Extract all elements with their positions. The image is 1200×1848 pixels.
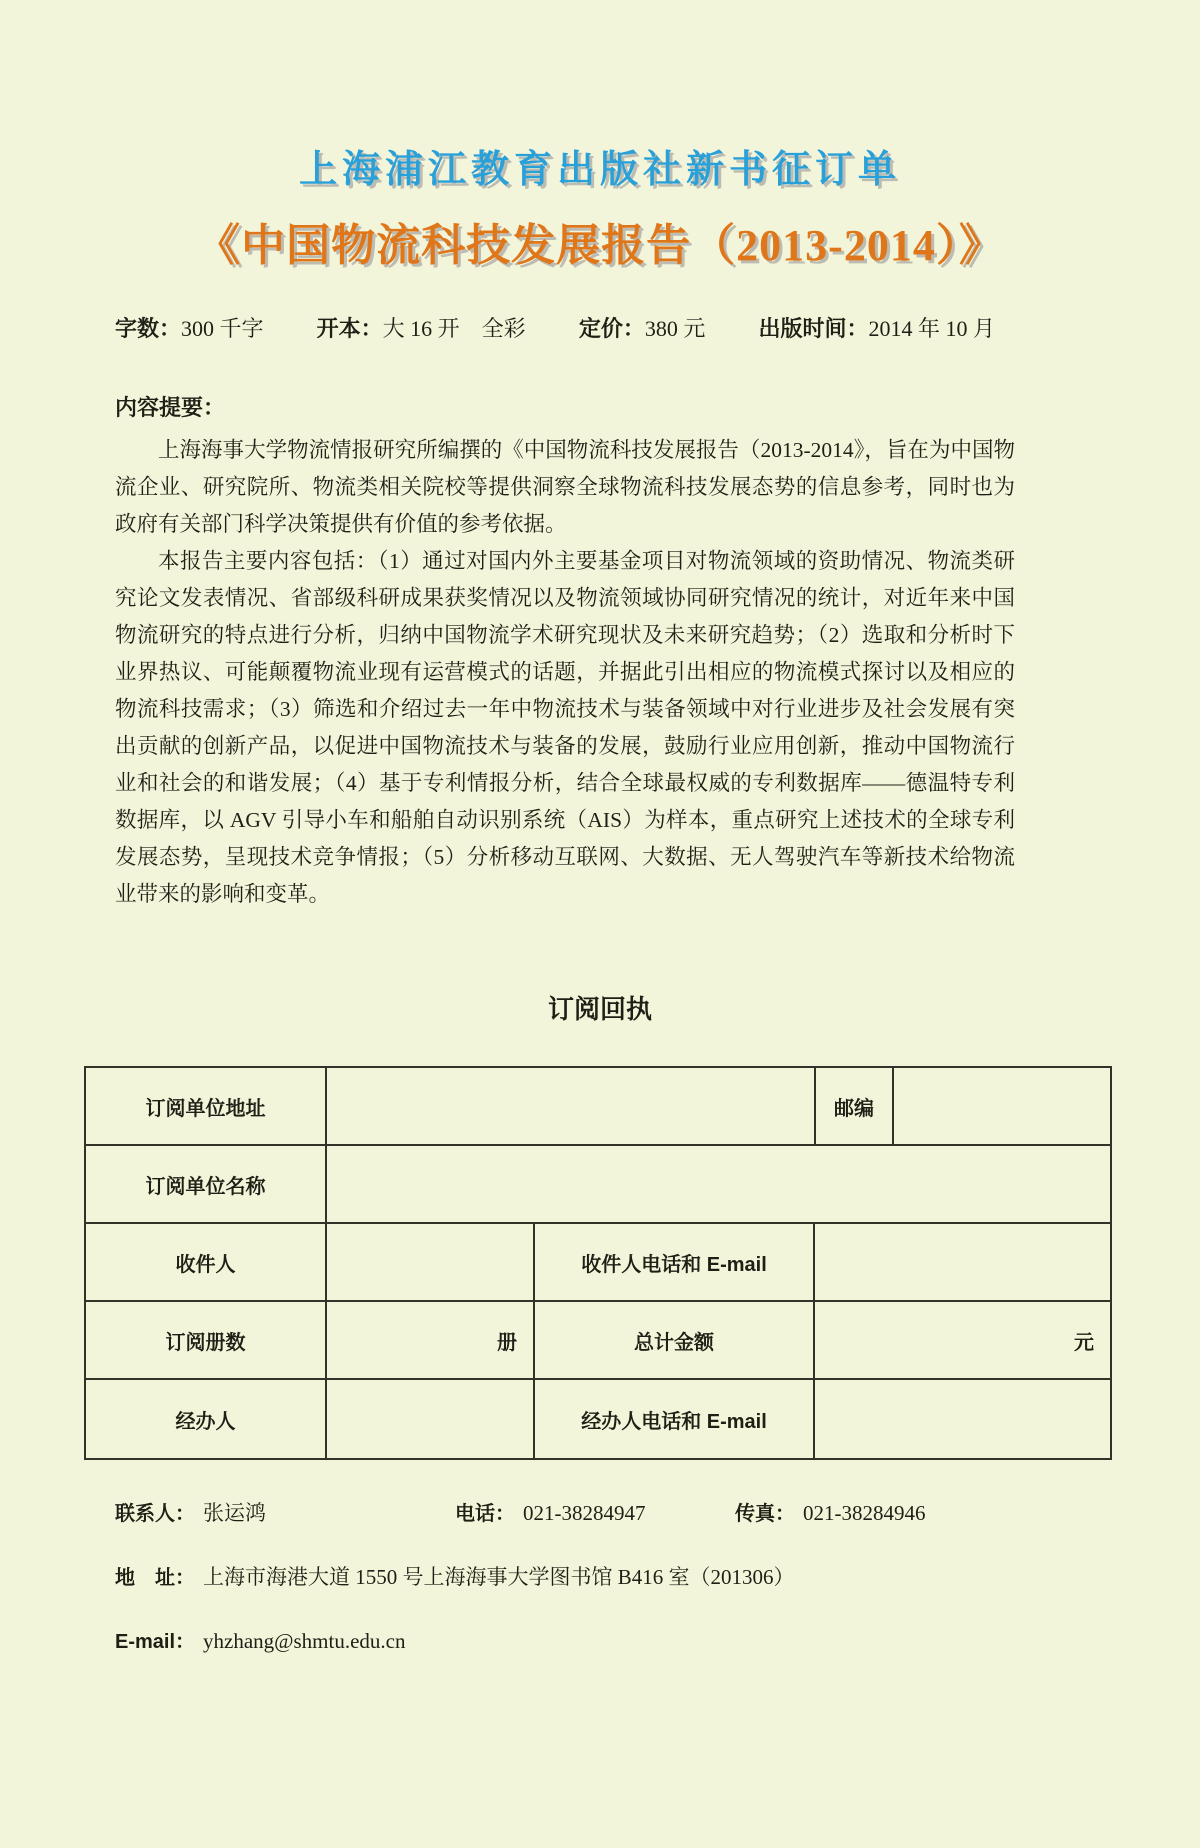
handler-label-cell: 经办人	[86, 1380, 327, 1458]
contact-fax-value: 021-38284946	[803, 1501, 926, 1525]
contact-fax-label: 传真：	[735, 1503, 795, 1525]
recipient-label-cell: 收件人	[86, 1224, 327, 1300]
contact-email	[115, 1626, 406, 1657]
contact-phone-value: 021-38284947	[523, 1501, 646, 1525]
address-input-cell[interactable]	[327, 1068, 816, 1144]
summary-paragraph-2: 本报告主要内容包括：（1）通过对国内外主要基金项目对物流领域的资助情况、物流类研究论文发表情况、省部级科研成果获奖情况以及物流领域协同研究情况的统计，对近年来中国物流研究的特点进行分析，归纳中国物流学术研究现状及未来研究趋势；（2）选取和分析时下业界热议、可能颠覆物流业现有运营模式的话题，并据此引出相应的物流模式探讨以及相应的物流科技需求；（3）筛选和介绍过去一年中物流技术与装备领域中对行业进步及社会发展有突出贡献的创新产品，以促进中国物流技术与装备的发展，鼓励行业应用创新，推动中国物流行业和社会的和谐发展；（4）基于专利情报分析，结合全球最权威的专利数据库——德温特专利数据库，以 AGV 引导小车和船舶自动识别系统（AIS）为样本，重点研究上述技术的全球专利发展态势，呈现技术竞争情报；（5）分析移动互联网、大数据、无人驾驶汽车等新技术给物流业带来的影响和变革。	[115, 549, 1015, 906]
format-value: 大 16 开 全彩	[382, 316, 526, 341]
spec-price	[579, 315, 706, 343]
summary-heading: 内容提要：	[115, 395, 226, 420]
word-count-value: 300 千字	[181, 316, 264, 341]
reply-form-heading: 订阅回执	[547, 994, 652, 1024]
contact-line-3	[115, 1626, 1110, 1657]
publisher-contact-section	[115, 1498, 1110, 1657]
contact-person-value: 张运鸿	[203, 1501, 266, 1525]
table-row-handler	[86, 1380, 1110, 1458]
table-row-org-name	[86, 1146, 1110, 1224]
postcode-label-cell: 邮编	[816, 1068, 894, 1144]
org-name-input-cell[interactable]	[327, 1146, 1110, 1222]
contact-phone	[455, 1498, 735, 1529]
word-count-label: 字数：	[115, 316, 182, 341]
contact-address-value: 上海市海港大道 1550 号上海海事大学图书馆 B416 室（201306）	[203, 1565, 795, 1589]
format-label: 开本：	[316, 316, 383, 341]
contact-address	[115, 1562, 795, 1593]
copies-input-cell[interactable]: 册	[327, 1302, 535, 1378]
handler-contact-label-cell: 经办人电话和 E-mail	[535, 1380, 815, 1458]
handler-contact-input-cell[interactable]	[815, 1380, 1110, 1458]
price-value: 380 元	[644, 316, 706, 341]
org-name-label-cell: 订阅单位名称	[86, 1146, 327, 1222]
summary-paragraph-1: 上海海事大学物流情报研究所编撰的《中国物流科技发展报告（2013-2014》，旨在为中国物流企业、研究院所、物流类相关院校等提供洞察全球物流科技发展态势的信息参考，同时也为政府有关部门科学决策提供有价值的参考依据。	[115, 438, 1015, 536]
table-row-copies	[86, 1302, 1110, 1380]
contact-email-label: E-mail：	[115, 1631, 196, 1653]
recipient-contact-input-cell[interactable]	[815, 1224, 1110, 1300]
copies-label-cell: 订阅册数	[86, 1302, 327, 1378]
table-row-recipient	[86, 1224, 1110, 1302]
total-label-cell: 总计金额	[535, 1302, 815, 1378]
contact-address-label: 地 址：	[115, 1567, 195, 1589]
subscription-table	[84, 1066, 1112, 1460]
contact-person-label: 联系人：	[115, 1503, 195, 1525]
recipient-input-cell[interactable]	[327, 1224, 535, 1300]
table-row-address	[86, 1068, 1110, 1146]
contact-line-2	[115, 1562, 1110, 1593]
contact-person	[115, 1498, 455, 1529]
contact-line-1	[115, 1498, 1110, 1529]
publish-date-value: 2014 年 10 月	[868, 316, 995, 341]
spec-word-count	[115, 315, 264, 343]
handler-input-cell[interactable]	[327, 1380, 535, 1458]
publish-date-label: 出版时间：	[758, 316, 869, 341]
book-title: 《中国物流科技发展报告（2013-2014）》	[196, 221, 1004, 270]
content-summary-section	[115, 391, 1015, 913]
recipient-contact-label-cell: 收件人电话和 E-mail	[535, 1224, 815, 1300]
total-input-cell[interactable]: 元	[1074, 1331, 1094, 1354]
postcode-input-cell[interactable]	[894, 1068, 1110, 1144]
order-form-page	[0, 138, 1200, 1848]
price-label: 定价：	[578, 316, 645, 341]
address-label-cell: 订阅单位地址	[86, 1068, 327, 1144]
publisher-header: 上海浦江教育出版社新书征订单	[298, 149, 901, 191]
spec-format	[317, 315, 526, 343]
contact-email-value: yhzhang@shmtu.edu.cn	[203, 1629, 406, 1653]
contact-fax	[735, 1498, 926, 1529]
spec-publish-date	[758, 315, 995, 343]
contact-phone-label: 电话：	[455, 1503, 515, 1525]
book-specs-line	[115, 315, 995, 343]
